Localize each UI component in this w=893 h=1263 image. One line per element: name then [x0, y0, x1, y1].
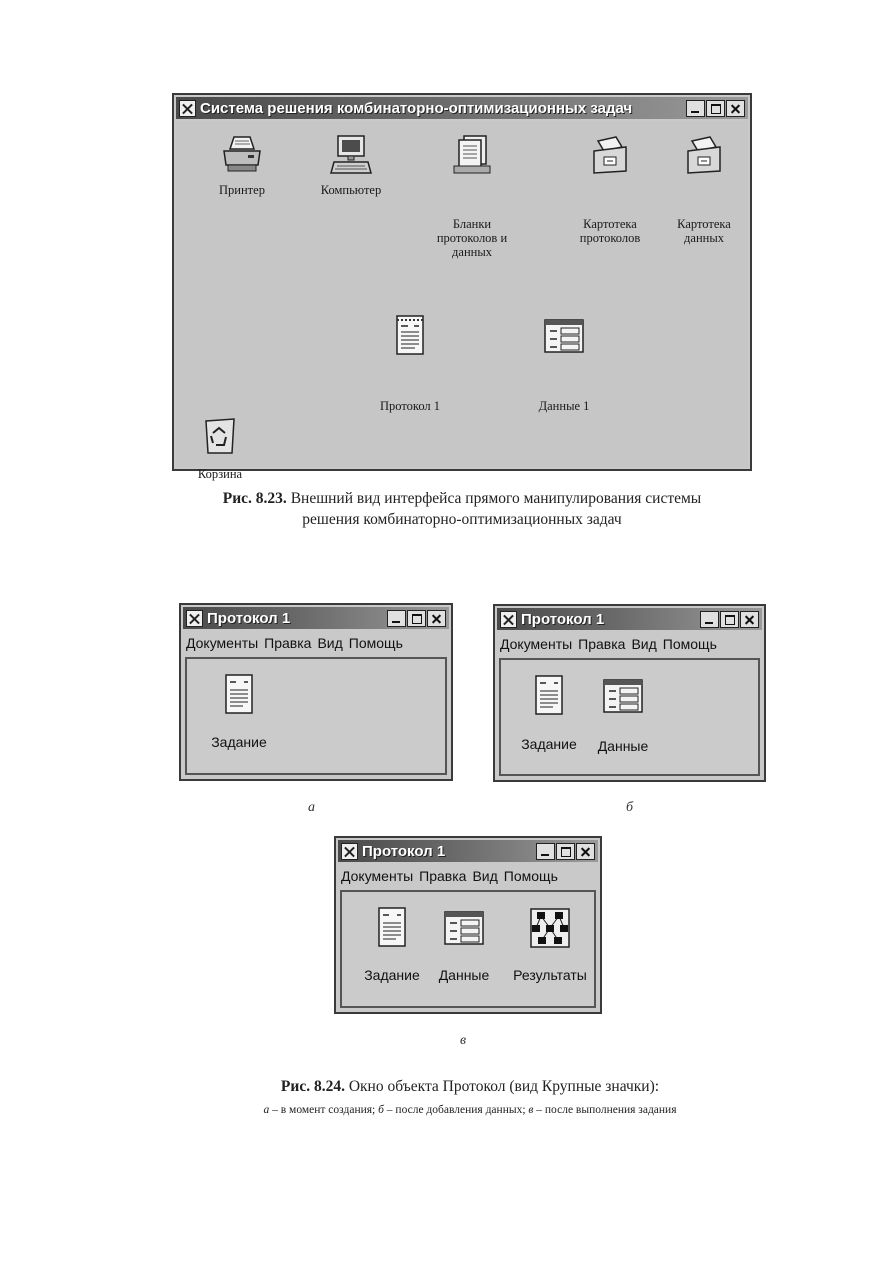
- icon-label-protocol-cabinet: Картотека протоколов: [579, 217, 641, 245]
- printer-icon[interactable]: [220, 133, 264, 177]
- menu-edit-b[interactable]: Правка: [578, 636, 626, 652]
- icon-label-forms: Бланки протоколов и данных: [436, 217, 508, 259]
- item-label-task: Задание: [211, 734, 267, 750]
- menu-bar-a: [185, 632, 447, 654]
- menu-view-b[interactable]: Вид: [631, 636, 657, 652]
- title-bar-v[interactable]: [338, 840, 598, 862]
- forms-icon[interactable]: [450, 133, 494, 177]
- maximize-button-v[interactable]: [556, 843, 575, 860]
- close-button-b[interactable]: [740, 611, 759, 628]
- content-area-b: [499, 658, 760, 776]
- menu-help-b[interactable]: Помощь: [662, 636, 717, 652]
- system-menu-icon-b[interactable]: [500, 611, 517, 628]
- main-system-window: [172, 93, 752, 481]
- caption-number-8-23: Рис. 8.23.: [222, 490, 287, 507]
- protocol-window-a: [179, 603, 453, 781]
- protocol-doc-icon[interactable]: [388, 314, 432, 358]
- legend-letter-a: а: [263, 1104, 270, 1116]
- sublabel-a: а: [308, 800, 315, 815]
- content-area-a: [185, 657, 447, 775]
- caption-text-8-23-line2: решения комбинаторно-оптимизационных задач: [302, 511, 622, 528]
- system-menu-icon-v[interactable]: [341, 843, 358, 860]
- figure-caption-8-23: [172, 488, 752, 530]
- close-button[interactable]: [726, 100, 745, 117]
- legend-text-a: – в момент создания;: [272, 1104, 376, 1116]
- legend-text-v: – после выполнения задания: [536, 1104, 677, 1116]
- window-title-v: Протокол 1: [362, 842, 446, 860]
- menu-documents-v[interactable]: Документы: [341, 868, 414, 884]
- item-label-task: Задание: [521, 736, 577, 752]
- legend-text-b: – после добавления данных;: [386, 1104, 526, 1116]
- minimize-button-v[interactable]: [536, 843, 555, 860]
- menu-edit-a[interactable]: Правка: [264, 635, 312, 651]
- caption-text-8-23-line1: Внешний вид интерфейса прямого манипулирования системы: [290, 490, 702, 507]
- sublabel-v: в: [460, 1033, 467, 1048]
- minimize-button-a[interactable]: [387, 610, 406, 627]
- icon-label-data-doc: Данные 1: [538, 399, 590, 413]
- menu-help-a[interactable]: Помощь: [348, 635, 403, 651]
- legend-letter-b: б: [378, 1104, 384, 1116]
- system-menu-icon[interactable]: [179, 100, 196, 117]
- data-doc-icon[interactable]: [442, 906, 486, 950]
- maximize-button-a[interactable]: [407, 610, 426, 627]
- task-doc-icon[interactable]: [370, 906, 414, 950]
- menu-view-a[interactable]: Вид: [317, 635, 343, 651]
- icon-label-computer: Компьютер: [320, 183, 382, 197]
- legend-letter-v: в: [528, 1104, 534, 1116]
- results-network-icon[interactable]: [528, 906, 572, 950]
- icon-label-data-cabinet: Картотека данных: [677, 217, 731, 245]
- protocol-window-b: [493, 604, 766, 782]
- item-label-results: Результаты: [513, 967, 587, 983]
- maximize-button[interactable]: [706, 100, 725, 117]
- task-doc-icon[interactable]: [217, 673, 261, 717]
- menu-help-v[interactable]: Помощь: [503, 868, 558, 884]
- maximize-button-b[interactable]: [720, 611, 739, 628]
- data-doc-icon[interactable]: [542, 314, 586, 358]
- caption-number-8-24: Рис. 8.24.: [280, 1078, 345, 1095]
- menu-edit-v[interactable]: Правка: [419, 868, 467, 884]
- menu-bar-v: [340, 865, 596, 887]
- task-doc-icon[interactable]: [527, 674, 571, 718]
- icon-label-printer: Принтер: [219, 183, 265, 197]
- item-label-task: Задание: [364, 967, 420, 983]
- data-cabinet-icon[interactable]: [682, 133, 726, 177]
- figure-caption-8-24: [150, 1076, 790, 1097]
- window-title-b: Протокол 1: [521, 610, 605, 628]
- menu-bar-b: [499, 633, 760, 655]
- system-menu-icon-a[interactable]: [186, 610, 203, 627]
- menu-documents-a[interactable]: Документы: [186, 635, 259, 651]
- menu-documents-b[interactable]: Документы: [500, 636, 573, 652]
- sublabel-b: б: [626, 800, 634, 815]
- minimize-button[interactable]: [686, 100, 705, 117]
- close-button-a[interactable]: [427, 610, 446, 627]
- title-bar-a[interactable]: [183, 607, 449, 629]
- desktop-area: [176, 121, 748, 481]
- protocol-window-v: [334, 836, 602, 1014]
- title-bar[interactable]: [176, 97, 748, 119]
- recycle-bin-icon[interactable]: [198, 413, 242, 457]
- close-button-v[interactable]: [576, 843, 595, 860]
- caption-text-8-24: Окно объекта Протокол (вид Крупные значки):: [348, 1078, 660, 1095]
- menu-view-v[interactable]: Вид: [472, 868, 498, 884]
- icon-label-protocol-doc: Протокол 1: [379, 399, 441, 413]
- protocol-cabinet-icon[interactable]: [588, 133, 632, 177]
- data-doc-icon[interactable]: [601, 674, 645, 718]
- content-area-v: [340, 890, 596, 1008]
- window-title-a: Протокол 1: [207, 609, 291, 627]
- computer-icon[interactable]: [329, 133, 373, 177]
- title-bar-b[interactable]: [497, 608, 762, 630]
- item-label-data: Данные: [438, 967, 490, 983]
- caption-legend-8-24: [150, 1104, 790, 1116]
- item-label-data: Данные: [597, 738, 649, 754]
- minimize-button-b[interactable]: [700, 611, 719, 628]
- icon-label-recycle-bin: Корзина: [197, 467, 243, 481]
- window-title: Система решения комбинаторно-оптимизационных задач: [200, 99, 633, 117]
